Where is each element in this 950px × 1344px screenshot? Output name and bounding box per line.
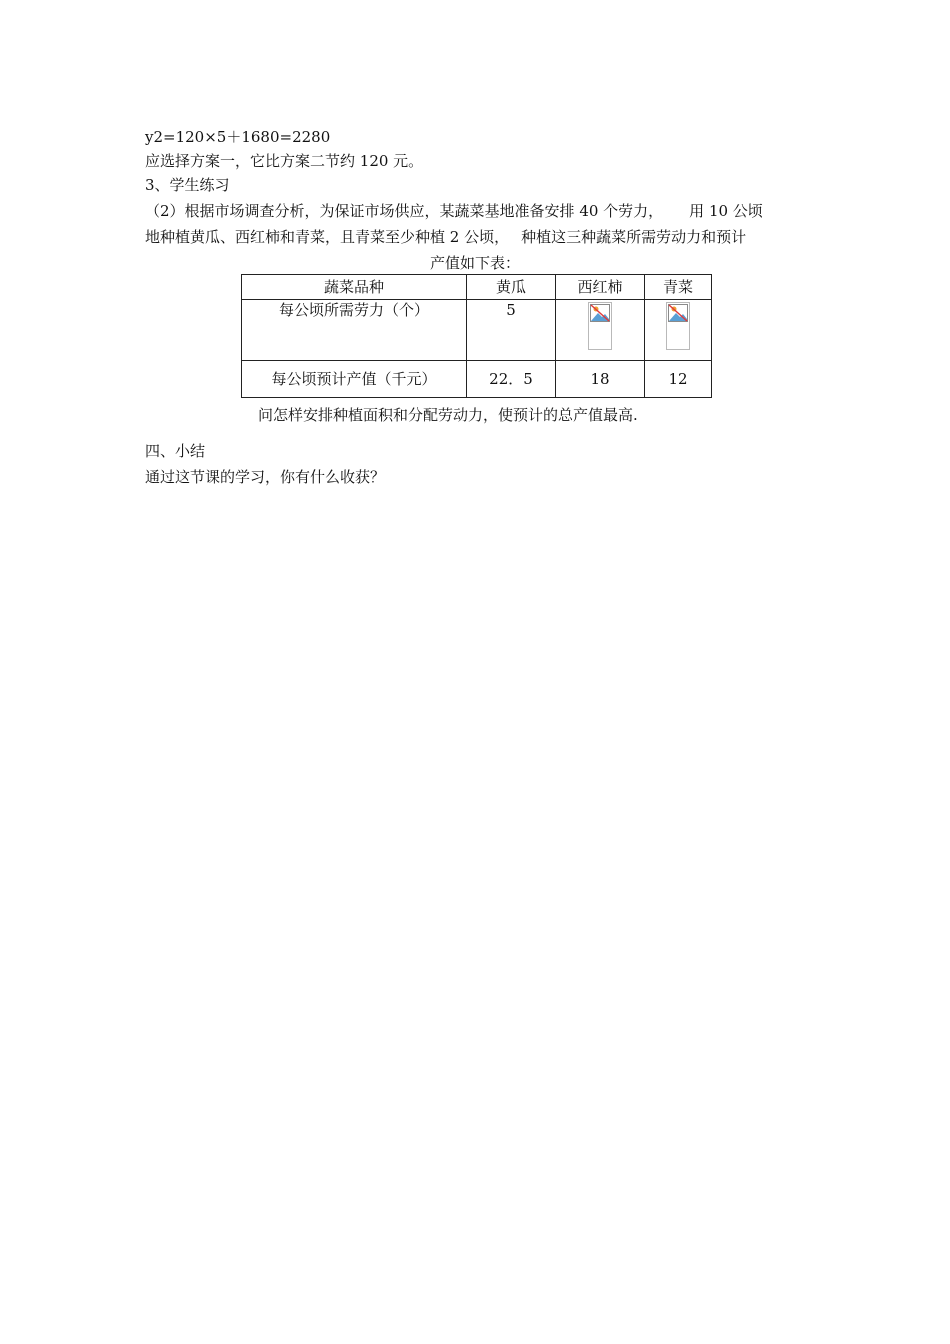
row-label-labor: 每公顷所需劳力（个） (242, 300, 467, 361)
cell-greens-labor (645, 300, 712, 361)
practice-heading: 3、学生练习 (145, 176, 230, 194)
equation-line: y2=120×5＋1680=2280 (145, 128, 331, 146)
problem-line-2-text: 地种植黄瓜、西红柿和青菜，且青菜至少种植 2 公顷， (145, 228, 510, 246)
conclusion-line: 应选择方案一，它比方案二节约 120 元。 (145, 152, 424, 170)
table-row (242, 361, 712, 398)
header-tomato: 西红柿 (556, 275, 645, 300)
header-vegetable-type: 蔬菜品种 (242, 275, 467, 300)
table-row (242, 300, 712, 361)
problem-line-2-tail: 种植这三种蔬菜所需劳动力和预计 (521, 228, 747, 246)
problem-line-1-text: （2）根据市场调查分析，为保证市场供应，某蔬菜基地准备安排 40 个劳力， (145, 202, 664, 220)
reflection-line: 通过这节课的学习，你有什么收获？ (145, 468, 386, 486)
cell-tomato-labor (556, 300, 645, 361)
broken-image-icon (588, 302, 612, 350)
problem-line-2 (145, 227, 746, 247)
problem-line-1-tail: 用 10 公顷 (689, 202, 763, 220)
row-label-value: 每公顷预计产值（千元） (242, 361, 467, 398)
cell-cucumber-value: 22．5 (467, 361, 556, 398)
cell-greens-value: 12 (645, 361, 712, 398)
header-greens: 青菜 (645, 275, 712, 300)
question-line: 问怎样安排种植面积和分配劳动力，使预计的总产值最高. (258, 406, 638, 424)
problem-line-3: 产值如下表： (429, 254, 520, 272)
problem-line-1 (145, 201, 763, 221)
summary-heading: 四、小结 (145, 442, 206, 460)
header-cucumber: 黄瓜 (467, 275, 556, 300)
table-header-row (242, 275, 712, 300)
broken-image-icon (666, 302, 690, 350)
cell-cucumber-labor: 5 (467, 300, 556, 361)
cell-tomato-value: 18 (556, 361, 645, 398)
vegetable-table (241, 274, 712, 398)
